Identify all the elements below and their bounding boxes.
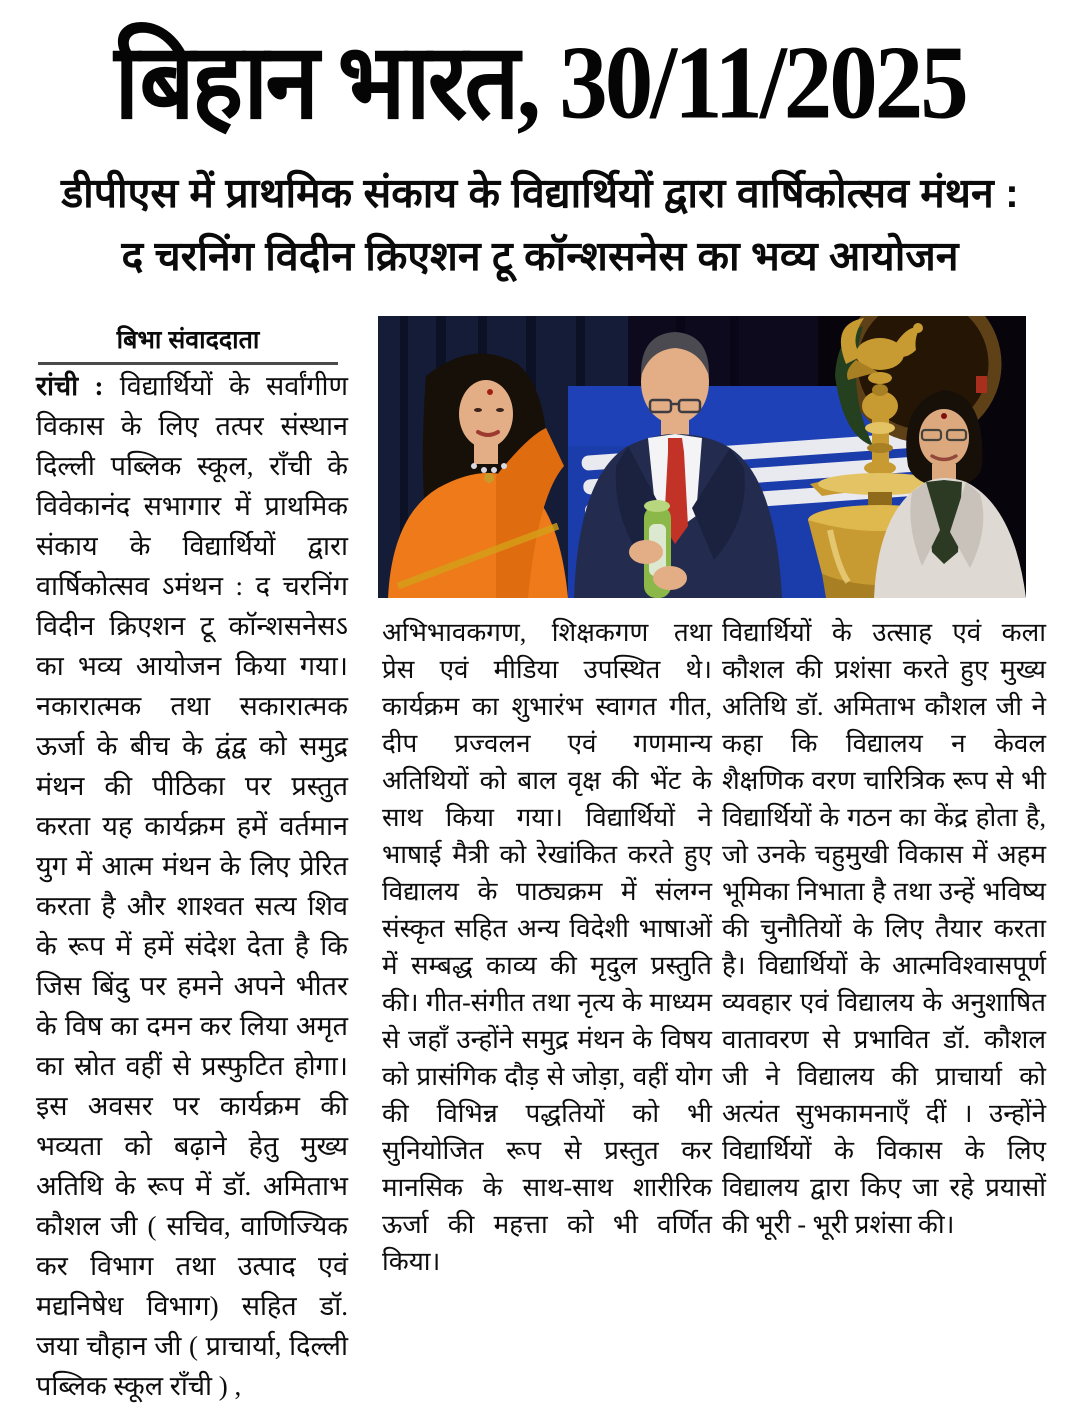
masthead-title: बिहान भारत, 30/11/2025 — [114, 24, 966, 141]
body-column-1 — [36, 366, 348, 1401]
headline-line-2: द चरनिंग विदीन क्रिएशन टू कॉन्शसनेस का भव्य आयोजन — [121, 233, 959, 279]
byline: बिभा संवाददाता — [116, 326, 260, 354]
byline-rule — [38, 362, 338, 365]
article-photo — [378, 316, 1026, 598]
headline — [0, 162, 1080, 288]
byline-block — [38, 322, 338, 365]
dateline: रांची : — [36, 371, 104, 401]
body-column-1-text: विद्यार्थियों के सर्वांगीण विकास के लिए तत्पर संस्थान दिल्ली पब्लिक स्कूल, राँची के विवेकानंद सभागार में प्राथमिक संकाय के विद्यार्थियों द्वारा वार्षिकोत्सव ऽमंथन : द चरनिंग विदीन क्रिएशन टू कॉन्शसनेसऽ का भव्य आयोजन किया गया। नकारात्मक तथा सकारात्मक ऊर्जा के बीच के द्वंद्व को समुद्र मंथन की पीठिका पर प्रस्तुत करता यह कार्यक्रम हमें वर्तमान युग में आत्म मंथन के लिए प्रेरित करता है और शाश्वत सत्य शिव के रूप में हमें संदेश देता है कि जिस बिंदु पर हमने अपने भीतर के विष का दमन कर लिया अमृत का स्रोत वहीं से प्रस्फुटित होगा। इस अवसर पर कार्यक्रम की भव्यता को बढ़ाने हेतु मुख्य अतिथि के रूप में डॉ. अमिताभ कौशल जी ( सचिव, वाणिज्यिक कर विभाग तथा उत्पाद एवं मद्यनिषेध विभाग) सहित डॉ. जया चौहान जी ( प्राचार्या, दिल्ली पब्लिक स्कूल राँची ) , — [36, 371, 348, 1401]
headline-line-1: डीपीएस में प्राथमिक संकाय के विद्यार्थियों द्वारा वार्षिकोत्सव मंथन : — [61, 170, 1019, 216]
body-column-2: अभिभावकगण, शिक्षकगण तथा प्रेस एवं मीडिया उपस्थित थे। कार्यक्रम का शुभारंभ स्वागत गीत, दीप प्रज्वलन एवं गणमान्य अतिथियों को बाल वृक्ष की भेंट के साथ किया गया। विद्यार्थियों ने भाषाई मैत्री को रेखांकित करते हुए विद्यालय के पाठ्यक्रम में संलग्न संस्कृत सहित अन्य विदेशी भाषाओं में सम्बद्ध काव्य की मृदुल प्रस्तुति की। गीत-संगीत तथा नृत्य के माध्यम से जहाँ उन्होंने समुद्र मंथन के विषय को प्रासंगिक दौड़ से जोड़ा, वहीं योग की विभिन्न पद्धतियों को भी सुनियोजित रूप से प्रस्तुत कर मानसिक के साथ-साथ शारीरिक ऊर्जा की महत्ता को भी वर्णित किया। — [382, 618, 712, 1276]
body-column-3: विद्यार्थियों के उत्साह एवं कला कौशल की प्रशंसा करते हुए मुख्य अतिथि डॉ. अमिताभ कौशल जी ने कहा कि विद्यालय न केवल शैक्षणिक वरण चारित्रिक रूप से भी विद्यार्थियों के गठन का केंद्र होता है, जो उनके चहुमुखी विकास में अहम भूमिका निभाता है तथा उन्हें भविष्य की चुनौतियों के लिए तैयार करता है। विद्यार्थियों के आत्मविश्वासपूर्ण व्यवहार एवं विद्यालय के अनुशाषित वातावरण से प्रभावित डॉ. कौशल जी ने विद्यालय की प्राचार्या को अत्यंत सुभकामनाएँ दीं । उन्होंने विद्यार्थियों के विकास के लिए विद्यालय द्वारा किए जा रहे प्रयासों की भूरी - भूरी प्रशंसा की। — [722, 618, 1046, 1239]
